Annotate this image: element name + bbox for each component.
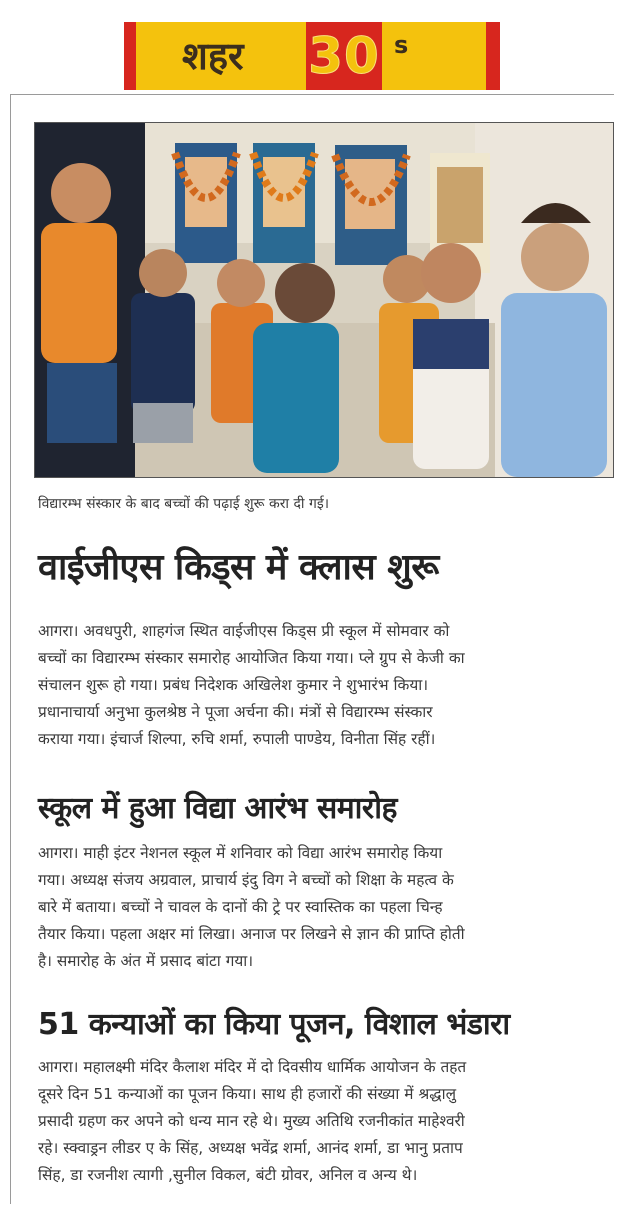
article-line: सिंह, डा रजनीश त्यागी ,सुनील विकल, बंटी ग्रोवर, अनिल व अन्य थे।: [38, 1166, 418, 1184]
banner-suffix: s: [394, 31, 409, 59]
frame-left-rule: [10, 94, 11, 1204]
article-line: संचालन शुरू हो गया। प्रबंध निदेशक अखिलेश कुमार ने शुभारंभ किया।: [38, 676, 429, 694]
frame-top-rule: [10, 94, 614, 95]
article-line: प्रधानाचार्या अनुभा कुलश्रेष्ठ ने पूजा अर्चना की। मंत्रों से विद्यारम्भ संस्कार: [38, 703, 433, 721]
article-line: आगरा। महालक्ष्मी मंदिर कैलाश मंदिर में दो दिवसीय धार्मिक आयोजन के तहत: [38, 1058, 467, 1076]
banner-left-edge: [124, 22, 136, 90]
article-line: है। समारोह के अंत में प्रसाद बांटा गया।: [38, 952, 254, 970]
article-line: रहे। स्क्वाड्रन लीडर ए के सिंह, अध्यक्ष भवेंद्र शर्मा, आनंद शर्मा, डा भानु प्रताप: [38, 1139, 463, 1157]
article-3-body: [38, 1054, 614, 1189]
article-line: गया। अध्यक्ष संजय अग्रवाल, प्राचार्य इंदु विग ने बच्चों को शिक्षा के महत्व के: [38, 871, 454, 889]
article-line: तैयार किया। पहला अक्षर मां लिखा। अनाज पर लिखने से ज्ञान की प्राप्ति होती: [38, 925, 465, 943]
article-line: आगरा। अवधपुरी, शाहगंज स्थित वाईजीएस किड्स प्री स्कूल में सोमवार को: [38, 622, 450, 640]
news-photo: [34, 122, 614, 478]
article-1-headline: वाईजीएस किड्स में क्लास शुरू: [38, 547, 439, 588]
article-2-body: [38, 840, 614, 975]
article-1-body: [38, 618, 614, 753]
article-line: बच्चों का विद्यारम्भ संस्कार समारोह आयोजित किया गया। प्ले ग्रुप से केजी का: [38, 649, 465, 667]
article-2-headline: स्कूल में हुआ विद्या आरंभ समारोह: [38, 791, 397, 826]
article-line: प्रसादी ग्रहण कर अपने को धन्य मान रहे थे। मुख्य अतिथि रजनीकांत माहेश्वरी: [38, 1112, 465, 1130]
photo-caption: विद्यारम्भ संस्कार के बाद बच्चों की पढ़ाई शुरू करा दी गई।: [38, 496, 330, 512]
banner-number: 30: [308, 27, 380, 85]
banner-number-block: [306, 22, 382, 90]
article-line: बारे में बताया। बच्चों ने चावल के दानों की ट्रे पर स्वास्तिक का पहला चिन्ह: [38, 898, 443, 916]
article-line: दूसरे दिन 51 कन्याओं का पूजन किया। साथ ही हजारों की संख्या में श्रद्धालु: [38, 1085, 457, 1103]
article-line: आगरा। माही इंटर नेशनल स्कूल में शनिवार को विद्या आरंभ समारोह किया: [38, 844, 443, 862]
banner-right-edge: [486, 22, 500, 90]
section-banner: [124, 22, 500, 90]
banner-word: शहर: [182, 34, 244, 78]
article-line: कराया गया। इंचार्ज शिल्पा, रुचि शर्मा, रुपाली पाण्डेय, विनीता सिंह रहीं।: [38, 730, 436, 748]
article-3-headline: 51 कन्याओं का किया पूजन, विशाल भंडारा: [38, 1007, 510, 1042]
